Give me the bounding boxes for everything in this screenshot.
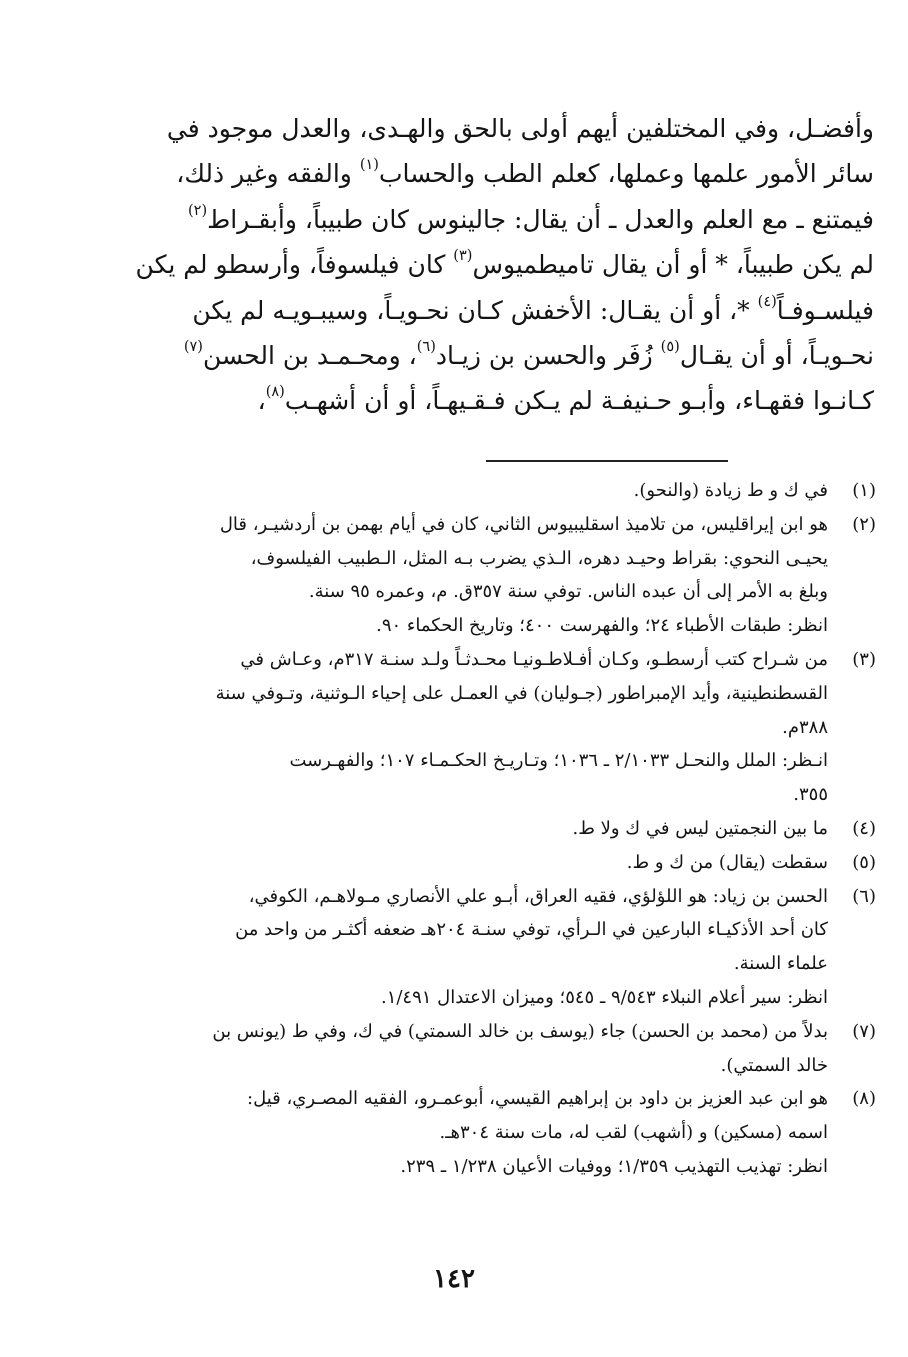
footnote-line: خالد السمتي). — [720, 1054, 828, 1076]
footnote-line: وبلغ به الأمر إلى أن عبده الناس. توفي سنة ٣٥٧ق. م، وعمره ٩٥ سنة. — [308, 581, 828, 603]
footnote-line: في ك و ط زيادة (والنحو). — [633, 480, 828, 501]
main-text-line: سائر الأمور علمها وعملها، كعلم الطب والحساب$^{(١)}$ والفقه وغير ذلك، — [176, 157, 874, 189]
footnote — [40, 880, 876, 1015]
footnote-number: (٢) — [852, 513, 876, 535]
footnote-line: الحسن بن زياد: هو اللؤلؤي، فقيه العراق، أبـو علي الأنصاري مـولاهـم، الكوفي، — [248, 885, 828, 907]
footnote — [40, 1082, 876, 1183]
main-text-block — [40, 106, 874, 424]
footnote — [40, 1015, 876, 1083]
footnote-number: (٧) — [852, 1020, 876, 1042]
footnote-marker: (٤) — [757, 293, 777, 310]
footnote-marker: (٨) — [265, 384, 285, 401]
footnote-reference-line: انظر: تهذيب التهذيب ١/٣٥٩؛ ووفيات الأعيان ١/٢٣٨ ـ ٢٣٩. — [400, 1155, 828, 1177]
main-text-line: فيلسـوفـاً$^{(٤)}$ *، أو أن يقـال: الأخفش كـان نحـويـاً، وسيبـويـه لم يكن — [192, 293, 874, 325]
footnote — [40, 474, 876, 508]
footnote-reference-line: انظر: سير أعلام النبلاء ٩/٥٤٣ ـ ٥٤٥؛ وميزان الاعتدال ١/٤٩١. — [380, 986, 828, 1008]
footnote-line: اسمه (مسكين) و (أشهب) لقب له، مات سنة ٣٠٤هـ. — [439, 1122, 828, 1144]
page-number: ١٤٢ — [433, 1264, 475, 1294]
main-text-line: فيمتنع ـ مع العلم والعدل ـ أن يقال: جالينوس كان طبيباً، وأبقـراط$^{(٢)}$ — [188, 202, 874, 234]
footnote — [40, 508, 876, 643]
footnote-marker: (٣) — [453, 248, 473, 265]
footnote-line: كان أحد الأذكيـاء البارعين في الـرأي، توفي سنـة ٢٠٤هـ ضعفه أكثـر من واحد من — [235, 919, 828, 941]
footnote — [40, 812, 876, 846]
footnote-line: هو ابن عبد العزيز بن داود بن إبراهيم القيسي، أبوعمـرو، الفقيه المصـري، قيل: — [247, 1088, 828, 1110]
footnote-number: (٥) — [852, 851, 876, 873]
footnote-number: (٣) — [852, 648, 876, 670]
footnote-line: ٣٨٨م. — [782, 716, 828, 738]
footnote — [40, 846, 876, 880]
footnote-line: علماء السنة. — [733, 953, 828, 975]
main-text-line: لم يكن طبيباً، * أو أن يقال تاميطميوس$^{(٣)}$ كان فيلسوفاً، وأرسطو لم يكن — [135, 248, 874, 280]
main-text-line: كـانـوا فقهـاء، وأبـو حـنيفـة لم يـكن فـقـيهـاً، أو أن أشهـب$^{(٨)}$، — [257, 384, 874, 416]
footnote-line: بدلاً من (محمد بن الحسن) جاء (يوسف بن خالد السمتي) في ك، وفي ط (يونس بن — [212, 1020, 828, 1042]
footnote-marker: (٥) — [660, 338, 680, 355]
footnote-marker: (٧) — [183, 338, 203, 355]
footnote-marker: (٦) — [416, 338, 436, 355]
footnote-number: (٤) — [852, 817, 876, 839]
footnote-reference-line: انـظر: الملل والنحـل ٢/١٠٣٣ ـ ١٠٣٦؛ وتـاريـخ الحكـمـاء ١٠٧؛ والفهـرست — [289, 750, 828, 772]
footnote-line: سقطت (يقال) من ك و ط. — [626, 851, 828, 873]
footnote-line: ما بين النجمتين ليس في ك ولا ط. — [572, 817, 828, 839]
footnote-separator — [486, 460, 728, 462]
footnote-number: (٦) — [852, 885, 876, 907]
footnotes-block — [40, 474, 876, 1184]
footnote-line: القسطنطينية، وأيد الإمبراطور (جـوليان) في العمـل على إحياء الـوثنية، وتـوفي سنة — [215, 682, 828, 704]
footnote-reference-line: ٣٥٥. — [793, 784, 828, 806]
footnote-number: (١) — [852, 480, 876, 501]
footnote — [40, 643, 876, 812]
footnote-marker: (١) — [359, 157, 379, 174]
main-text-line: وأفضـل، وفي المختلفين أيهم أولى بالحق والهـدى، والعدل موجود في — [166, 114, 874, 143]
footnote-marker: (٢) — [188, 202, 208, 219]
main-text-line: نحـويـاً، أو أن يقـال$^{(٥)}$ زُفَر والحسن بن زيـاد$^{(٦)}$، ومحـمـد بن الحسن$^{(٧)}$ — [183, 338, 874, 370]
footnote-line: يحيـى النحوي: بقراط وحيـد دهره، الـذي يضرب بـه المثل، الـطبيب الفيلسوف، — [250, 547, 828, 569]
footnote-number: (٨) — [852, 1088, 876, 1110]
footnote-line: هو ابن إيراقليس، من تلاميذ اسقليبيوس الثاني، كان في أيام بهمن بن أردشيـر، قال — [219, 513, 828, 535]
footnote-line: من شـراح كتب أرسطـو، وكـان أفـلاطـونيـا محـدثـاً ولـد سنـة ٣١٧م، وعـاش في — [240, 648, 828, 670]
footnote-reference-line: انظر: طبقات الأطباء ٢٤؛ والفهرست ٤٠٠؛ وتاريخ الحكماء ٩٠. — [376, 615, 828, 637]
